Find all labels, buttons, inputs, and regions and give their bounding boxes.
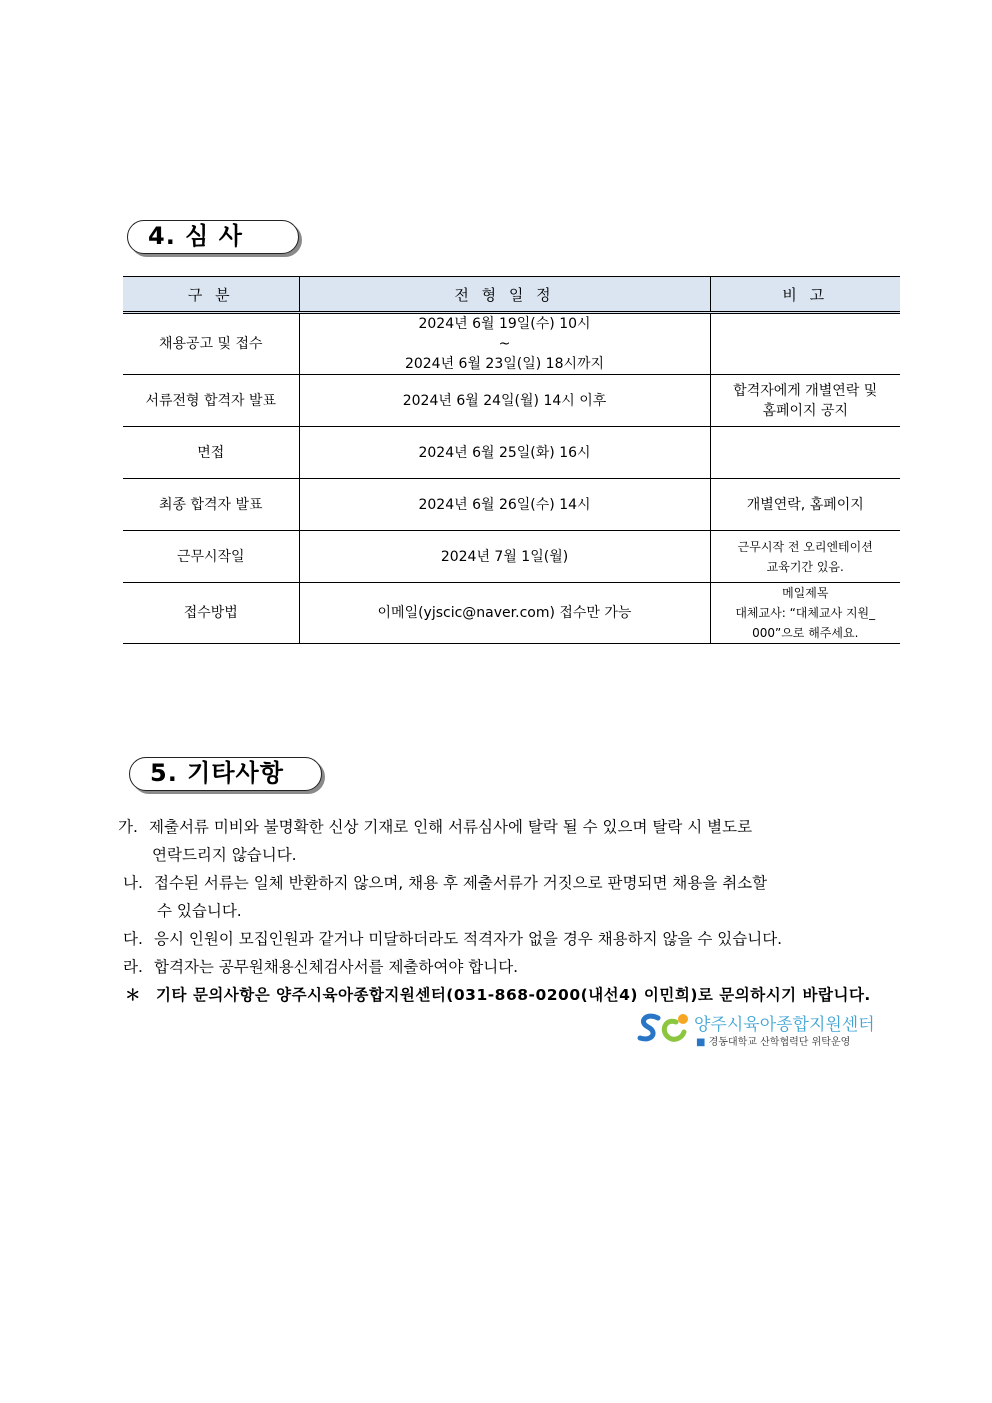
note-line: 대체교사: “대체교사 지원_ [735, 606, 876, 620]
schedule-line: ~ [498, 336, 511, 352]
row-schedule: 2024년 7월 1일(월) [299, 531, 710, 583]
note-line: 홈페이지 공지 [762, 402, 849, 419]
section-5-title: 5. 기타사항 [129, 757, 322, 791]
logo-subtitle-text: 경동대학교 산학협력단 위탁운영 [708, 1037, 851, 1048]
row-category: 근무시작일 [123, 531, 299, 583]
row-note [710, 313, 900, 375]
row-note [710, 375, 900, 427]
row-category: 채용공고 및 접수 [123, 313, 299, 375]
row-category: 최종 합격자 발표 [123, 479, 299, 531]
row-note [710, 583, 900, 644]
logo-title: 양주시육아종합지원센터 [694, 1015, 875, 1035]
row-schedule: 2024년 6월 26일(수) 14시 [299, 479, 710, 531]
list-marker: 다. [123, 930, 143, 948]
schedule-line: 2024년 6월 19일(수) 10시 [418, 316, 591, 332]
list-marker: 라. [123, 958, 143, 976]
table-row [123, 375, 900, 427]
table-row [123, 427, 900, 479]
header-schedule: 전 형 일 정 [299, 277, 710, 313]
row-category: 면접 [123, 427, 299, 479]
list-marker: 나. [123, 874, 143, 892]
header-note: 비 고 [710, 277, 900, 313]
table-row [123, 479, 900, 531]
table-row [123, 531, 900, 583]
row-category: 서류전형 합격자 발표 [123, 375, 299, 427]
list-item [118, 925, 888, 953]
note-text-cont: 수 있습니다. [157, 902, 242, 920]
logo-subtitle [696, 1033, 850, 1048]
list-marker: ＊ [125, 986, 142, 1004]
list-item [118, 869, 888, 925]
schedule-line: 2024년 6월 23일(일) 18시까지 [404, 356, 605, 372]
university-icon: ■ [696, 1037, 706, 1048]
note-line: 합격자에게 개별연락 및 [733, 382, 878, 399]
row-note [710, 427, 900, 479]
row-note [710, 531, 900, 583]
list-item [118, 953, 888, 981]
center-logo-icon [636, 1010, 692, 1046]
notes-list [118, 813, 888, 1009]
row-schedule: 2024년 6월 25일(화) 16시 [299, 427, 710, 479]
list-marker: 가. [118, 818, 138, 836]
header-category: 구 분 [123, 277, 299, 313]
center-logo [636, 1010, 876, 1050]
schedule-table [123, 276, 900, 644]
note-text: 응시 인원이 모집인원과 같거나 미달하더라도 적격자가 없을 경우 채용하지 않을 수 있습니다. [154, 930, 783, 948]
note-line: 메일제목 [782, 586, 829, 600]
row-schedule [299, 313, 710, 375]
row-category: 접수방법 [123, 583, 299, 644]
table-row [123, 583, 900, 644]
list-item [118, 981, 888, 1009]
note-text: 기타 문의사항은 양주시육아종합지원센터(031-868-0200(내선4) 이민희)로 문의하시기 바랍니다. [156, 986, 871, 1004]
note-text-cont: 연락드리지 않습니다. [152, 846, 297, 864]
section-4-title: 4. 심 사 [127, 220, 299, 254]
table-row [123, 313, 900, 375]
note-text: 접수된 서류는 일체 반환하지 않으며, 채용 후 제출서류가 거짓으로 판명되면 채용을 취소할 [154, 874, 768, 892]
table-header-row [123, 277, 900, 313]
note-line: 근무시작 전 오리엔테이션 [737, 539, 873, 554]
row-schedule: 이메일(yjscic@naver.com) 접수만 가능 [299, 583, 710, 644]
note-line: 000”으로 해주세요. [752, 626, 859, 640]
note-text: 제출서류 미비와 불명확한 신상 기재로 인해 서류심사에 탈락 될 수 있으며 탈락 시 별도로 [149, 818, 753, 836]
note-text: 합격자는 공무원채용신체검사서를 제출하여야 합니다. [154, 958, 519, 976]
row-note: 개별연락, 홈페이지 [710, 479, 900, 531]
row-schedule: 2024년 6월 24일(월) 14시 이후 [299, 375, 710, 427]
list-item [118, 813, 888, 869]
note-line: 교육기간 있음. [766, 559, 844, 574]
